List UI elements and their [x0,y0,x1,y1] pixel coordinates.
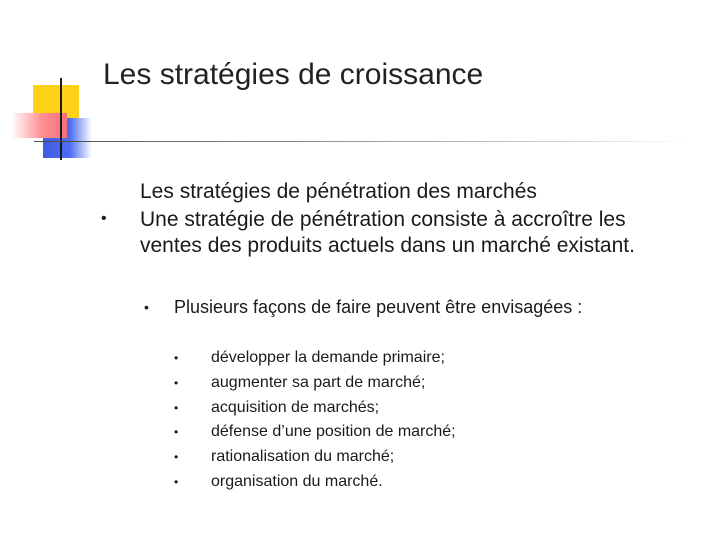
list-item-label: organisation du marché. [211,472,383,490]
bullet-icon: • [174,400,179,415]
bullet-icon: • [174,425,179,440]
bullet-icon: • [144,299,149,315]
bullet-icon: • [174,450,179,465]
bullet-icon: • [101,210,107,227]
decorative-red-bar [11,113,67,138]
list-item-label: acquisition de marchés; [211,398,380,416]
list-item-label: développer la demande primaire; [211,349,445,366]
title-underline [34,141,690,142]
section-heading: Les stratégies de pénétration des marchés [140,180,537,203]
bullet-icon: • [174,351,179,365]
decorative-vertical-line [60,78,62,160]
slide-title: Les stratégies de croissance [103,58,484,91]
sub-point: Plusieurs façons de faire peuvent être envisagées : [174,297,583,317]
list-item-label: rationalisation du marché; [211,448,395,466]
list-item-label: augmenter sa part de marché; [211,373,426,391]
list-item-label: défense d’une position de marché; [211,423,456,441]
main-point: Une stratégie de pénétration consiste à accroître les ventes des produits actuels dans un marché existant. [140,208,635,257]
bullet-icon: • [174,474,179,489]
bullet-icon: • [174,375,179,390]
